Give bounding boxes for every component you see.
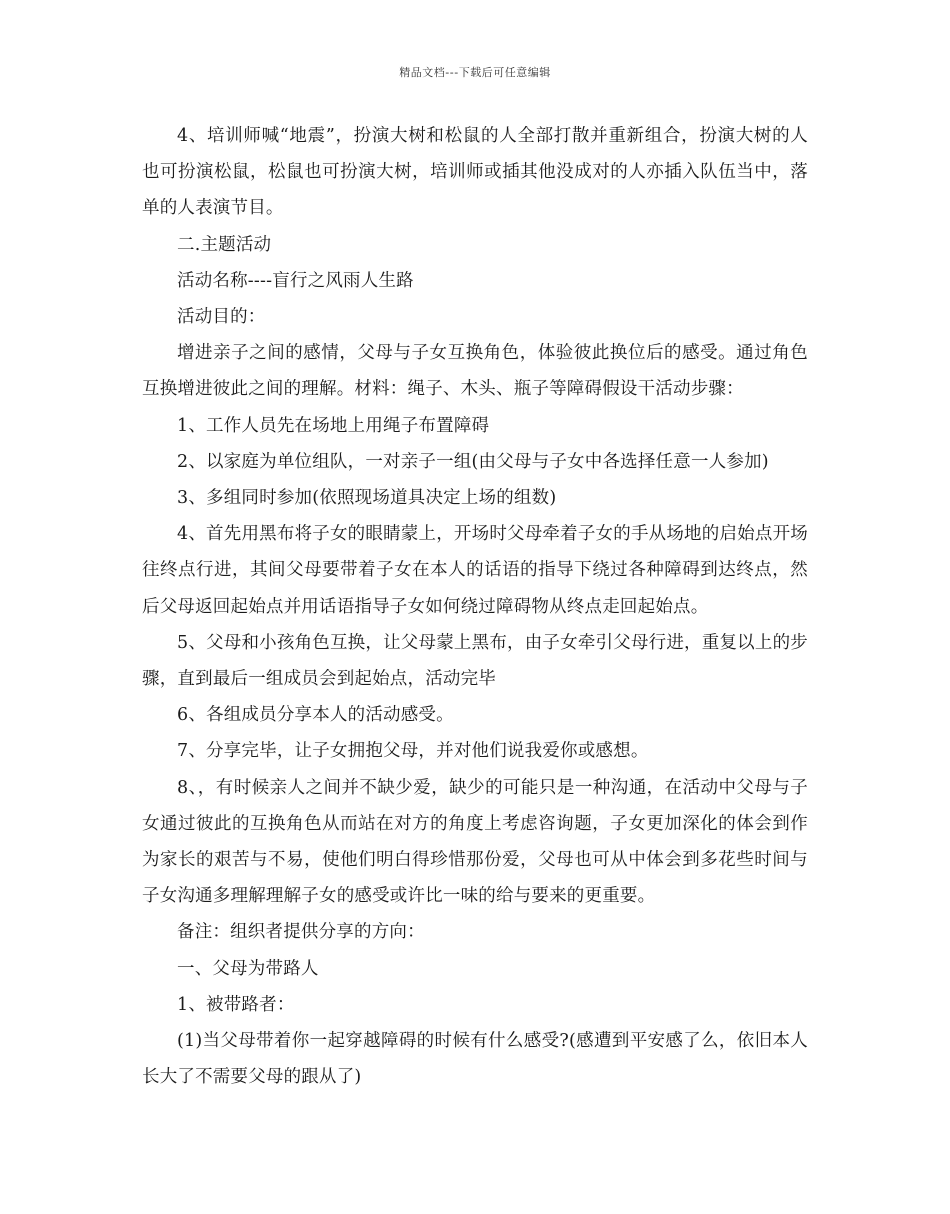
list-item: 1、工作人员先在场地上用绳子布置障碍 <box>177 415 490 436</box>
paragraph: 增进亲子之间的感情，父母与子女互换角色，体验彼此换位后的感受。通过角色互换增进彼此之间的理解。材料：绳子、木头、瓶子等障碍假设干活动步骤： <box>142 343 808 400</box>
section-heading: 二.主题活动 <box>177 234 272 255</box>
page-header: 精品文档---下载后可任意编辑 <box>399 66 551 79</box>
paragraph: 4、培训师喊“地震”，扮演大树和松鼠的人全部打散并重新组合，扮演大树的人也可扮演松鼠，松鼠也可扮演大树，培训师或插其他没成对的人亦插入队伍当中，落单的人表演节目。 <box>142 126 808 219</box>
paragraph: 活动目的： <box>177 307 266 328</box>
list-item: 7、分享完毕，让子女拥抱父母，并对他们说我爱你或感想。 <box>177 741 649 762</box>
list-item: 4、首先用黑布将子女的眼睛蒙上，开场时父母牵着子女的手从场地的启始点开场往终点行进，其间父母要带着子女在本人的话语的指导下绕过各种障碍到达终点，然后父母返回起始点并用话语指导子女如何绕过障碍物从终点走回起始点。 <box>142 524 808 617</box>
list-item: (1)当父母带着你一起穿越障碍的时候有什么感受?(感遭到平安感了么，依旧本人长大了不需要父母的跟从了) <box>142 1031 808 1088</box>
list-item: 2、以家庭为单位组队，一对亲子一组(由父母与子女中各选择任意一人参加) <box>177 451 769 472</box>
list-item: 6、各组成员分享本人的活动感受。 <box>177 705 454 726</box>
paragraph: 活动名称----盲行之风雨人生路 <box>177 270 414 291</box>
list-item: 3、多组同时参加(依照现场道具决定上场的组数) <box>177 488 557 509</box>
section-heading: 一、父母为带路人 <box>177 958 319 979</box>
document-body <box>142 118 808 1095</box>
list-item: 8、，有时候亲人之间并不缺少爱，缺少的可能只是一种沟通，在活动中父母与子女通过彼此的互换角色从而站在对方的角度上考虑咨询题，子女更加深化的体会到作为家长的艰苦与不易，使他们明白得珍惜那份爱，父母也可从中体会到多花些时间与子女沟通多理解理解子女的感受或许比一味的给与要来的更重要。 <box>142 777 808 907</box>
paragraph: 备注：组织者提供分享的方向： <box>177 922 425 943</box>
list-item: 5、父母和小孩角色互换，让父母蒙上黑布，由子女牵引父母行进，重复以上的步骤，直到最后一组成员会到起始点，活动完毕 <box>142 632 808 690</box>
list-item: 1、被带路者： <box>177 994 295 1015</box>
